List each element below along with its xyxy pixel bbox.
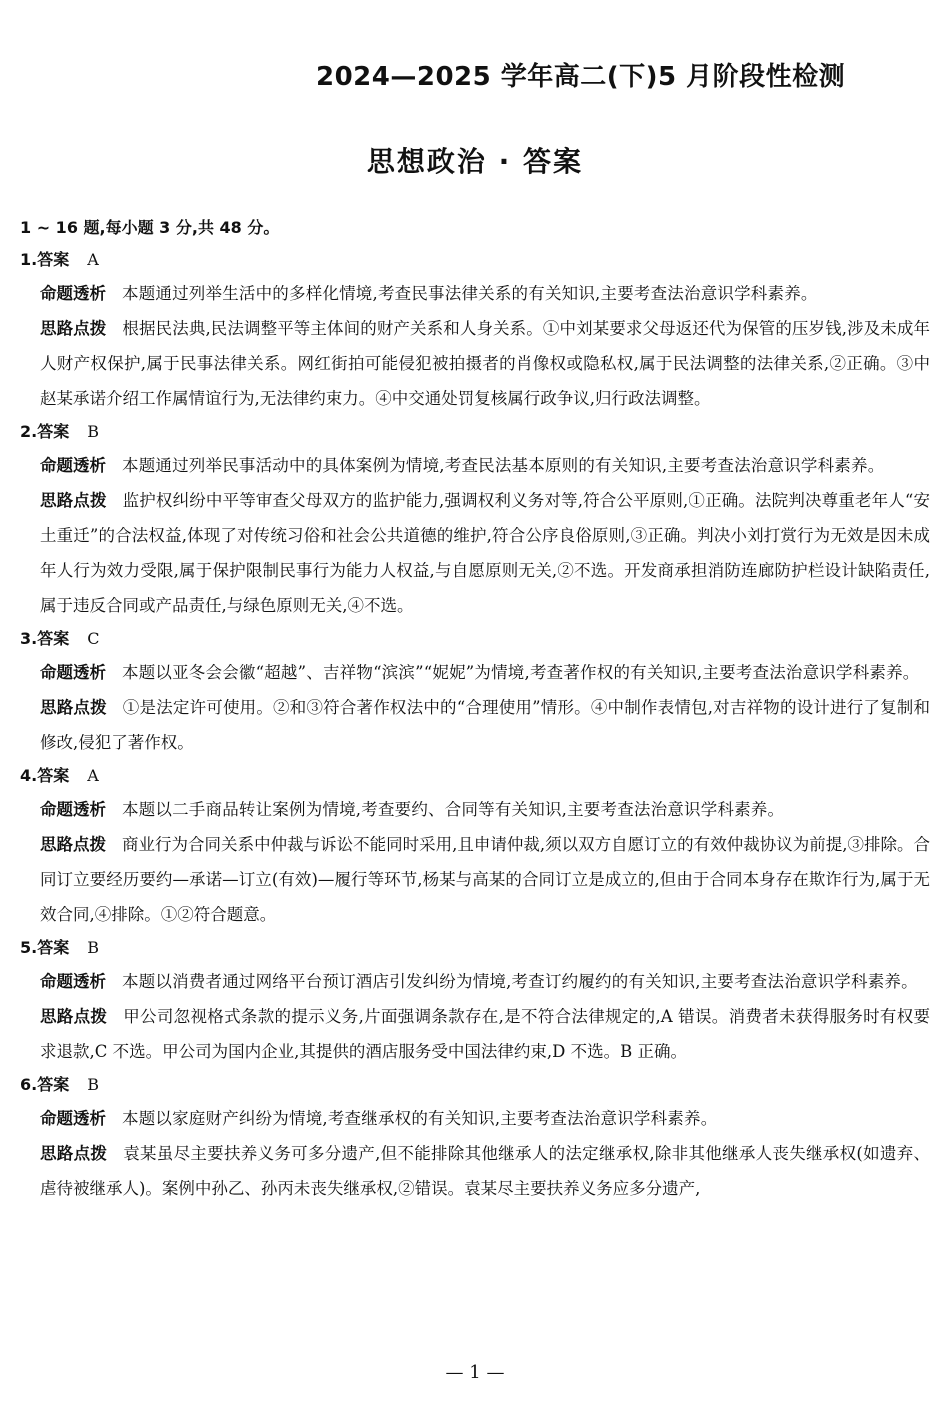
hint-label: 思路点拨 bbox=[40, 1007, 108, 1026]
hint-text: 甲公司忽视格式条款的提示义务,片面强调条款存在,是不符合法律规定的,A 错误。消费者未获得服务时有权要求退款,C 不选。甲公司为国内企业,其提供的酒店服务受中国法律约束,D 不选。B 正确。 bbox=[40, 1007, 931, 1061]
analysis-paragraph bbox=[40, 655, 930, 690]
analysis-paragraph bbox=[40, 276, 930, 311]
hint-paragraph bbox=[40, 827, 930, 932]
page-number: — 1 — bbox=[445, 1362, 505, 1383]
analysis-text: 本题通过列举生活中的多样化情境,考查民事法律关系的有关知识,主要考查法治意识学科素养。 bbox=[122, 284, 818, 303]
analysis-paragraph bbox=[40, 792, 930, 827]
analysis-paragraph bbox=[40, 448, 930, 483]
analysis-text: 本题以二手商品转让案例为情境,考查要约、合同等有关知识,主要考查法治意识学科素养。 bbox=[122, 800, 785, 819]
hint-paragraph bbox=[40, 1136, 930, 1206]
question-block bbox=[20, 244, 930, 416]
analysis-label: 命题透析 bbox=[40, 1109, 106, 1128]
question-number: 1. bbox=[20, 250, 38, 269]
hint-paragraph bbox=[40, 690, 930, 760]
hint-label: 思路点拨 bbox=[40, 698, 107, 717]
question-number: 3. bbox=[20, 629, 38, 648]
hint-text: 根据民法典,民法调整平等主体间的财产关系和人身关系。①中刘某要求父母返还代为保管的压岁钱,涉及未成年人财产权保护,属于民事法律关系。网红街拍可能侵犯被拍摄者的肖像权或隐私权,属于民法调整的法律关系,②正确。③中赵某承诺介绍工作属情谊行为,无法律约束力。④中交通处罚复核属行政争议,归行政法调整。 bbox=[40, 319, 930, 408]
hint-text: 监护权纠纷中平等审查父母双方的监护能力,强调权利义务对等,符合公平原则,①正确。法院判决尊重老年人“安土重迁”的合法权益,体现了对传统习俗和社会公共道德的维护,符合公序良俗原则,③正确。判决小刘打赏行为无效是因未成年人行为效力受限,属于保护限制民事行为能力人权益,与自愿原则无关,②不选。开发商承担消防连廊防护栏设计缺陷责任,属于违反合同或产品责任,与绿色原则无关,④不选。 bbox=[40, 491, 931, 615]
question-header bbox=[20, 244, 930, 276]
analysis-label: 命题透析 bbox=[40, 972, 106, 991]
question-number: 6. bbox=[20, 1075, 38, 1094]
analysis-paragraph bbox=[40, 1101, 930, 1136]
question-number: 2. bbox=[20, 422, 38, 441]
analysis-text: 本题通过列举民事活动中的具体案例为情境,考查民法基本原则的有关知识,主要考查法治意识学科素养。 bbox=[122, 456, 885, 475]
answer-label: 答案 bbox=[37, 629, 70, 648]
analysis-label: 命题透析 bbox=[40, 456, 106, 475]
question-block bbox=[20, 623, 930, 760]
question-header bbox=[20, 416, 930, 448]
answer-choice: A bbox=[87, 250, 99, 269]
hint-label: 思路点拨 bbox=[40, 491, 107, 510]
answer-label: 答案 bbox=[37, 1075, 70, 1094]
question-header bbox=[20, 1069, 930, 1101]
answer-label: 答案 bbox=[37, 422, 70, 441]
hint-paragraph bbox=[40, 999, 930, 1069]
document-title: 2024—2025 学年高二(下)5 月阶段性检测 bbox=[316, 62, 846, 92]
question-block bbox=[20, 1069, 930, 1206]
analysis-text: 本题以家庭财产纠纷为情境,考查继承权的有关知识,主要考查法治意识学科素养。 bbox=[122, 1109, 718, 1128]
hint-label: 思路点拨 bbox=[40, 319, 107, 338]
hint-text: 袁某虽尽主要扶养义务可多分遗产,但不能排除其他继承人的法定继承权,除非其他继承人丧失继承权(如遗弃、虐待被继承人)。案例中孙乙、孙丙未丧失继承权,②错误。袁某尽主要扶养义务应多分遗产, bbox=[40, 1144, 931, 1198]
section-intro: 1 ~ 16 题,每小题 3 分,共 48 分。 bbox=[20, 218, 280, 237]
analysis-label: 命题透析 bbox=[40, 800, 106, 819]
question-list bbox=[20, 244, 930, 1206]
question-block bbox=[20, 416, 930, 623]
question-block bbox=[20, 760, 930, 932]
answer-choice: B bbox=[87, 1075, 99, 1094]
analysis-label: 命题透析 bbox=[40, 284, 106, 303]
analysis-text: 本题以消费者通过网络平台预订酒店引发纠纷为情境,考查订约履约的有关知识,主要考查法治意识学科素养。 bbox=[122, 972, 918, 991]
answer-choice: A bbox=[87, 766, 99, 785]
question-number: 4. bbox=[20, 766, 38, 785]
question-number: 5. bbox=[20, 938, 38, 957]
answer-choice: C bbox=[87, 629, 100, 648]
answer-choice: B bbox=[87, 938, 99, 957]
hint-paragraph bbox=[40, 483, 930, 623]
question-header bbox=[20, 932, 930, 964]
hint-label: 思路点拨 bbox=[40, 835, 107, 854]
answer-choice: B bbox=[87, 422, 99, 441]
answer-label: 答案 bbox=[37, 250, 70, 269]
hint-text: 商业行为合同关系中仲裁与诉讼不能同时采用,且申请仲裁,须以双方自愿订立的有效仲裁协议为前提,③排除。合同订立要经历要约—承诺—订立(有效)—履行等环节,杨某与高某的合同订立是成立的,但由于合同本身存在欺诈行为,属于无效合同,④排除。①②符合题意。 bbox=[40, 835, 930, 924]
question-header bbox=[20, 623, 930, 655]
answer-label: 答案 bbox=[37, 766, 70, 785]
question-header bbox=[20, 760, 930, 792]
hint-paragraph bbox=[40, 311, 930, 416]
analysis-paragraph bbox=[40, 964, 930, 999]
hint-label: 思路点拨 bbox=[40, 1144, 108, 1163]
question-block bbox=[20, 932, 930, 1069]
answer-content bbox=[20, 212, 930, 1206]
analysis-text: 本题以亚冬会会徽“超越”、吉祥物“滨滨”“妮妮”为情境,考查著作权的有关知识,主要考查法治意识学科素养。 bbox=[122, 663, 920, 682]
answer-label: 答案 bbox=[37, 938, 70, 957]
analysis-label: 命题透析 bbox=[40, 663, 106, 682]
hint-text: ①是法定许可使用。②和③符合著作权法中的“合理使用”情形。④中制作表情包,对吉祥物的设计进行了复制和修改,侵犯了著作权。 bbox=[40, 698, 931, 752]
subject-title: 思想政治 · 答案 bbox=[366, 145, 584, 178]
